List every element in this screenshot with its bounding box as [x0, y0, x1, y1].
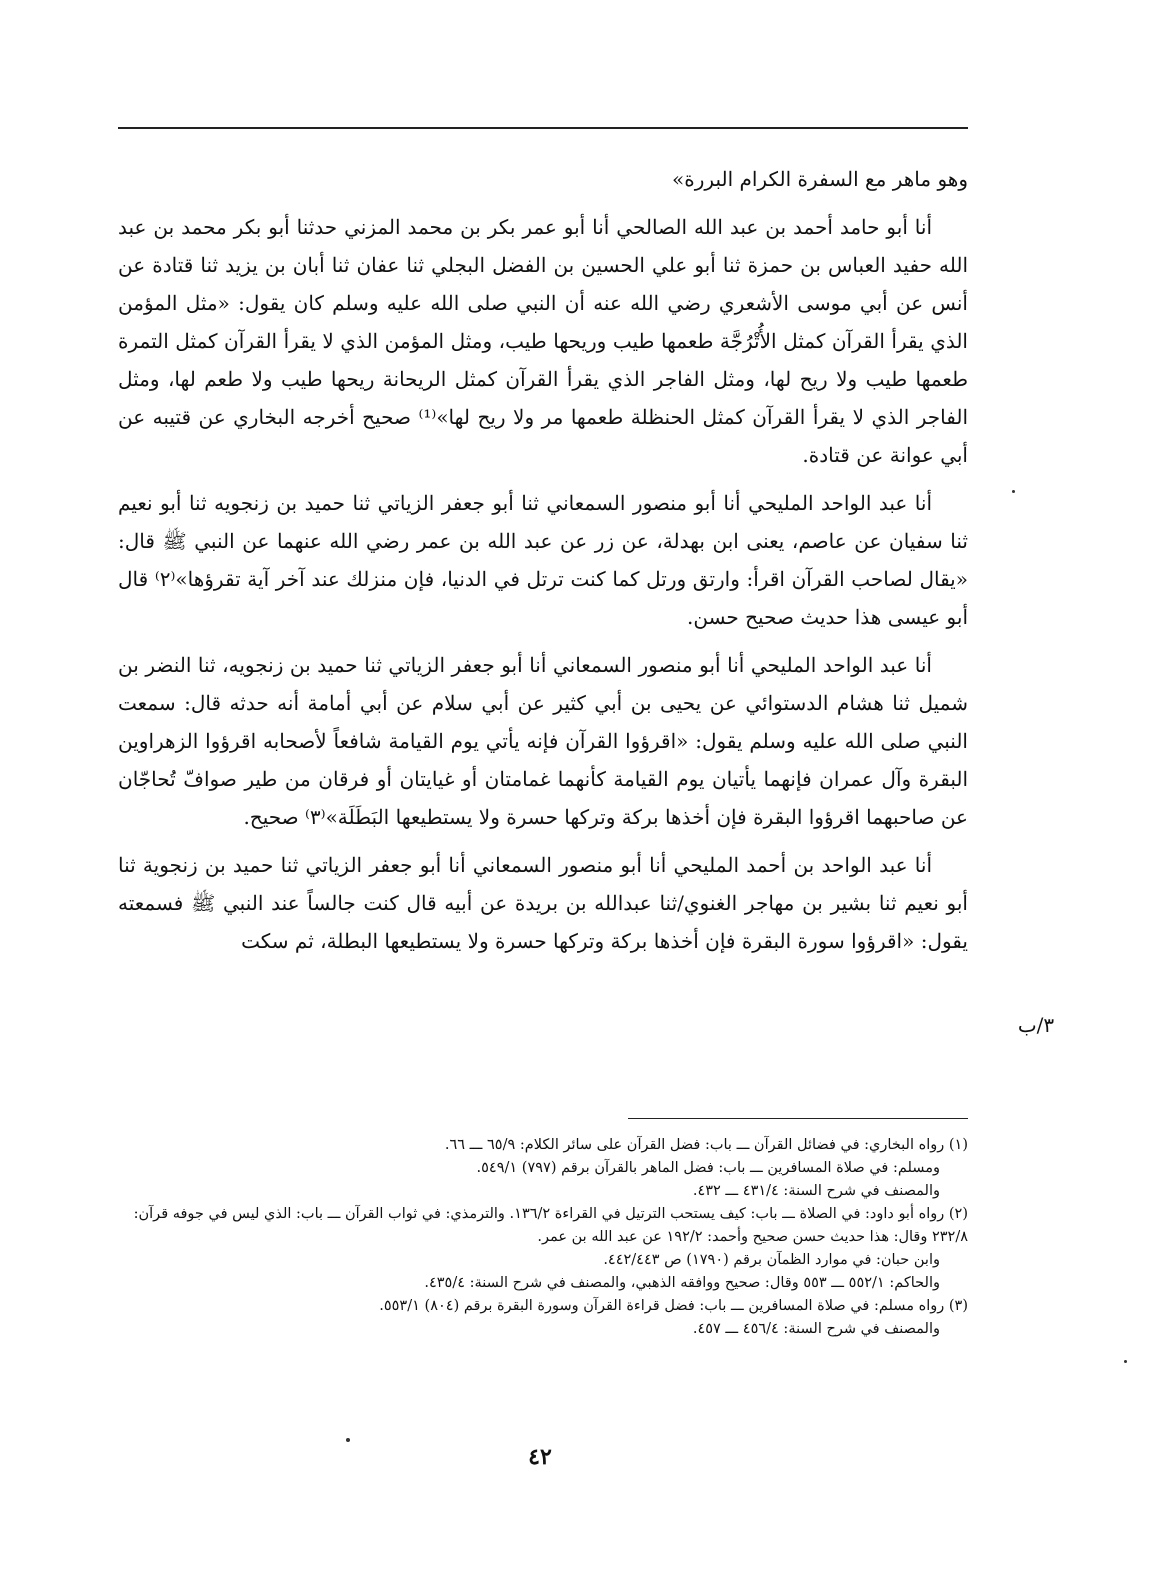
footnote-3	[118, 1295, 968, 1341]
paragraph-hadith-1: أنا أبو حامد أحمد بن عبد الله الصالحي أنا أبو عمر بكر بن محمد المزني حدثنا أبو بكر محمد بن عبد الله حفيد العباس بن حمزة ثنا أبو علي الحسين بن الفضل البجلي ثنا عفان ثنا أبان بن يزيد ثنا قتادة عن أنس عن أبي موسى الأشعري رضي الله عنه أن النبي صلى الله عليه وسلم كان يقول: «مثل المؤمن الذي يقرأ القرآن كمثل الأُتْرُجَّة طعمها طيب وريحها طيب، ومثل المؤمن الذي لا يقرأ القرآن كمثل التمرة طعمها طيب ولا ريح لها، ومثل الفاجر الذي يقرأ القرآن كمثل الريحانة ريحها طيب ولا طعم لها، ومثل الفاجر الذي لا يقرأ القرآن كمثل الحنظلة طعمها مر ولا ريح لها»⁽¹⁾ صحيح أخرجه البخاري عن قتيبه عن أبي عوانة عن قتادة.	[118, 215, 968, 467]
footnotes	[118, 1134, 968, 1341]
scan-speck	[346, 1438, 350, 1442]
header-rule	[118, 127, 968, 129]
footnote-line: وابن حبان: في موارد الظمآن برقم (١٧٩٠) ص ٤٤٢/٤٤٣.	[603, 1252, 940, 1268]
paragraph-hadith-3: أنا عبد الواحد المليحي أنا أبو منصور السمعاني أنا أبو جعفر الزياتي ثنا حميد بن زنجويه، ثنا النضر بن شميل ثنا هشام الدستوائي عن يحيى بن أبي كثير عن أبي سلام عن أبي أمامة أنه حدثه قال: سمعت النبي صلى الله عليه وسلم يقول: «اقرؤوا القرآن فإنه يأتي يوم القيامة شافعاً لأصحابه اقرؤوا الزهراوين البقرة وآل عمران فإنهما يأتيان يوم القيامة كأنهما غمامتان أو غيايتان أو فرقان من طير صوافّ تُحاجّان عن صاحبهما اقرؤوا البقرة فإن أخذها بركة وتركها حسرة ولا يستطيعها البَطَلَة»⁽٣⁾ صحيح.	[118, 653, 968, 829]
scan-speck	[1124, 1360, 1127, 1363]
footnote-2	[118, 1203, 968, 1295]
footnote-rule	[628, 1118, 968, 1119]
manuscript-folio-marker: ٣/ب	[1017, 1013, 1055, 1037]
paragraph-hadith-2: أنا عبد الواحد المليحي أنا أبو منصور السمعاني ثنا أبو جعفر الزياتي ثنا حميد بن زنجويه ثنا أبو نعيم ثنا سفيان عن عاصم، يعنى ابن بهدلة، عن زر عن عبد الله بن عمر رضي الله عنهما عن النبي ﷺ قال: «يقال لصاحب القرآن اقرأ: وارتق ورتل كما كنت ترتل في الدنيا، فإن منزلك عند آخر آية تقرؤها»⁽٢⁾ قال أبو عيسى هذا حديث صحيح حسن.	[118, 491, 968, 629]
footnote-line: والمصنف في شرح السنة: ٤٣١/٤ ـــ ٤٣٢.	[692, 1183, 940, 1199]
footnote-text: رواه أبو داود: في الصلاة ـــ باب: كيف يستحب الترتيل في القراءة ١٣٦/٢. والترمذي: في ثواب القرآن ـــ باب: الذي ليس في جوفه قرآن: ٢٣٢/٨ وقال: هذا حديث حسن صحيح وأحمد: ١٩٢/٢ عن عبد الله بن عمر.	[133, 1206, 968, 1245]
paragraph-hadith-4: أنا عبد الواحد بن أحمد المليحي أنا أبو منصور السمعاني أنا أبو جعفر الزياتي ثنا حميد بن زنجوية ثنا أبو نعيم ثنا بشير بن مهاجر الغنوي/ثنا عبدالله بن بريدة عن أبيه قال كنت جالساً عند النبي ﷺ فسمعته يقول: «اقرؤوا سورة البقرة فإن أخذها بركة وتركها حسرة ولا يستطيعها البطلة، ثم سكت	[118, 853, 968, 953]
footnote-number: (١)	[948, 1137, 968, 1153]
footnote-line: ومسلم: في صلاة المسافرين ـــ باب: فضل الماهر بالقرآن برقم (٧٩٧) ٥٤٩/١.	[476, 1160, 940, 1176]
footnote-text: رواه البخاري: في فضائل القرآن ـــ باب: فضل القرآن على سائر الكلام: ٦٥/٩ ـــ ٦٦.	[444, 1137, 945, 1153]
scan-speck	[1012, 490, 1015, 493]
footnote-number: (٣)	[948, 1298, 968, 1314]
main-text	[118, 160, 968, 970]
page-number: ٤٢	[528, 1444, 552, 1470]
footnote-number: (٢)	[948, 1206, 968, 1222]
footnote-line: والحاكم: ٥٥٢/١ ـــ ٥٥٣ وقال: صحيح ووافقه الذهبي، والمصنف في شرح السنة: ٤٣٥/٤.	[424, 1275, 940, 1291]
footnote-text: رواه مسلم: في صلاة المسافرين ـــ باب: فضل قراءة القرآن وسورة البقرة برقم (٨٠٤) ٥٥٣/١.	[379, 1298, 945, 1314]
footnote-line: والمصنف في شرح السنة: ٤٥٦/٤ ـــ ٤٥٧.	[692, 1321, 940, 1337]
footnote-1	[118, 1134, 968, 1203]
paragraph-continuation: وهو ماهر مع السفرة الكرام البررة»	[672, 167, 968, 191]
